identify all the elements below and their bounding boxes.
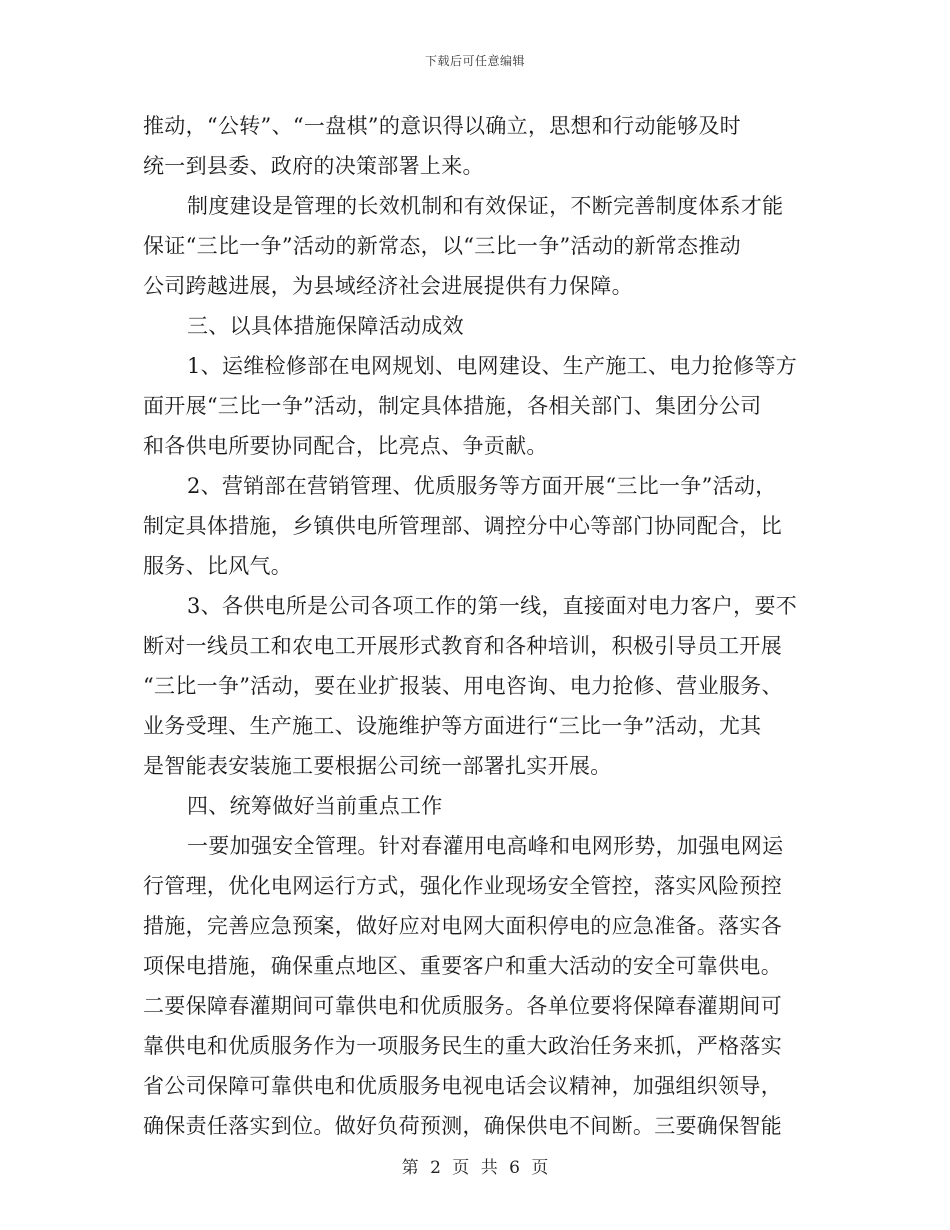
text-line: 2、营销部在营销管理、优质服务等方面开展“三比一争”活动，	[187, 474, 777, 498]
text-line: 断对一线员工和农电工开展形式教育和各种培训，积极引导员工开展	[143, 634, 782, 658]
text-line: 和各供电所要协同配合，比亮点、争贡献。	[143, 434, 548, 458]
text-line: 二要保障春灌期间可靠供电和优质服务。各单位要将保障春灌期间可	[143, 994, 782, 1018]
text-line: 1、运维检修部在电网规划、电网建设、生产施工、电力抢修等方	[187, 354, 798, 378]
text-line: 是智能表安装施工要根据公司统一部署扎实开展。	[143, 754, 612, 778]
section-heading: 三、以具体措施保障活动成效	[187, 314, 464, 338]
text-line: 推动，“公转”、“一盘棋”的意识得以确立，思想和行动能够及时	[143, 114, 741, 138]
page-number: 第 2 页 共 6 页	[401, 1158, 549, 1178]
text-line: 面开展“三比一争”活动，制定具体措施，各相关部门、集团分公司	[143, 394, 762, 418]
text-line: 行管理，优化电网运行方式，强化作业现场安全管控，落实风险预控	[143, 874, 782, 898]
text-line: 制度建设是管理的长效机制和有效保证，不断完善制度体系才能	[187, 194, 784, 218]
text-line: 确保责任落实到位。做好负荷预测，确保供电不间断。三要确保智能	[143, 1114, 782, 1138]
page-header-note: 下载后可任意编辑	[424, 54, 525, 68]
text-line: 服务、比风气。	[143, 554, 293, 578]
text-line: 一要加强安全管理。针对春灌用电高峰和电网形势，加强电网运	[187, 834, 784, 858]
text-line: 靠供电和优质服务作为一项服务民生的重大政治任务来抓，严格落实	[143, 1034, 782, 1058]
text-line: 省公司保障可靠供电和优质服务电视电话会议精神，加强组织领导，	[143, 1074, 782, 1098]
text-line: 项保电措施，确保重点地区、重要客户和重大活动的安全可靠供电。	[143, 954, 782, 978]
section-heading: 四、统筹做好当前重点工作	[187, 794, 443, 818]
text-line: 公司跨越进展，为县域经济社会进展提供有力保障。	[143, 274, 633, 298]
text-line: 制定具体措施，乡镇供电所管理部、调控分中心等部门协同配合，比	[143, 514, 782, 538]
text-line: 措施，完善应急预案，做好应对电网大面积停电的应急准备。落实各	[143, 914, 782, 938]
text-line: 统一到县委、政府的决策部署上来。	[143, 154, 484, 178]
document-body	[143, 106, 808, 1146]
text-line: 3、各供电所是公司各项工作的第一线，直接面对电力客户，要不	[187, 594, 798, 618]
text-line: 业务受理、生产施工、设施维护等方面进行“三比一争”活动，尤其	[143, 714, 762, 738]
text-line: “三比一争”活动，要在业扩报装、用电咨询、电力抢修、营业服务、	[143, 674, 783, 698]
text-line: 保证“三比一争”活动的新常态，以“三比一争”活动的新常态推动	[143, 234, 741, 258]
